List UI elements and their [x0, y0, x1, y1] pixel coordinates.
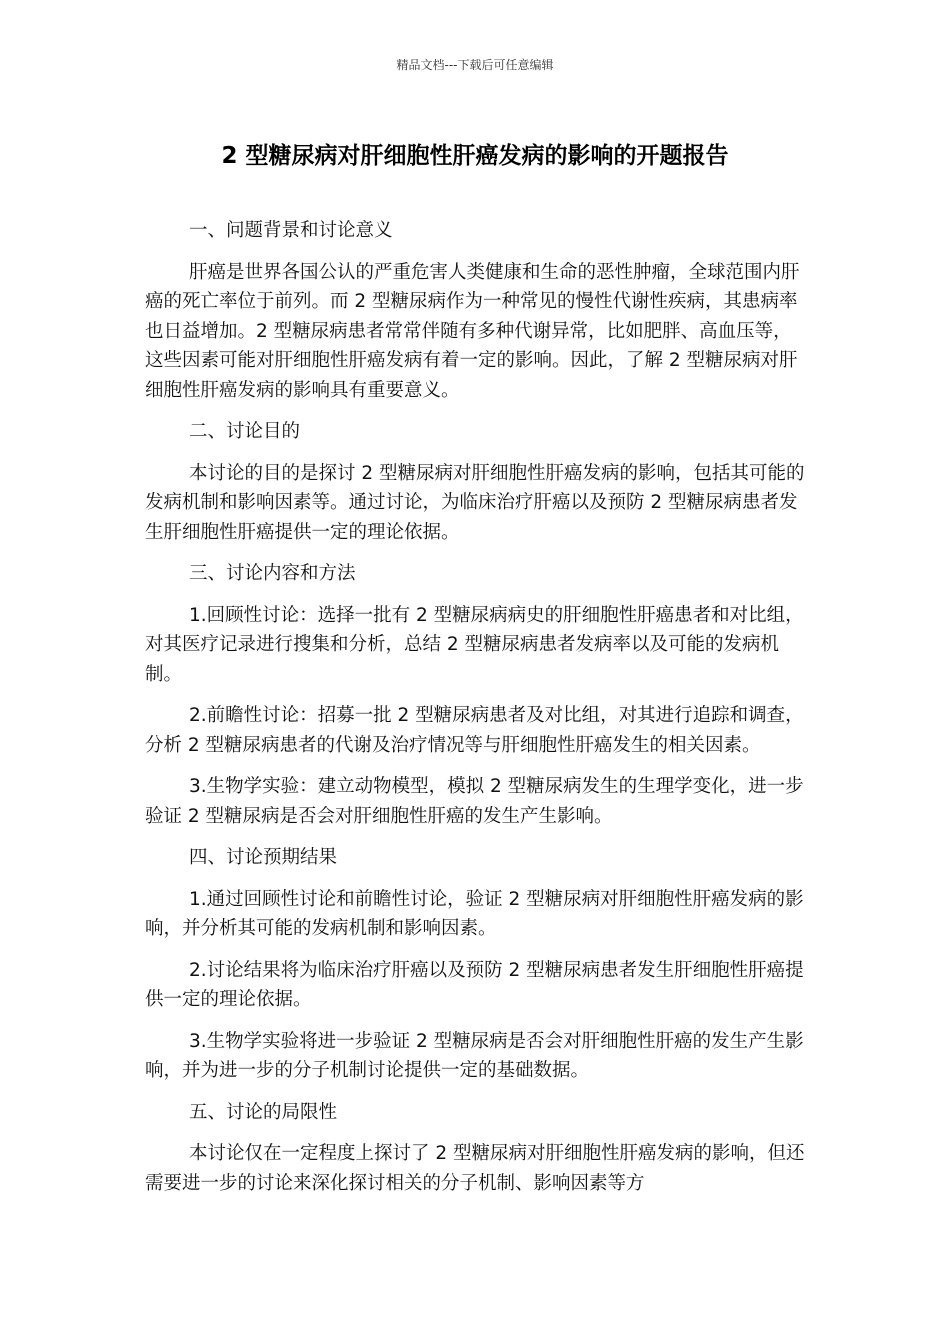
document-title: 2 型糖尿病对肝细胞性肝癌发病的影响的开题报告	[221, 143, 729, 169]
paragraph-methods-prospective: 2.前瞻性讨论：招募一批 2 型糖尿病患者及对比组，对其进行追踪和调查，分析 2 型糖尿病患者的代谢及治疗情况等与肝细胞性肝癌发生的相关因素。	[145, 705, 804, 756]
paragraph-expected-result-2: 2.讨论结果将为临床治疗肝癌以及预防 2 型糖尿病患者发生肝细胞性肝癌提供一定的理论依据。	[145, 959, 804, 1010]
paragraph-purpose: 本讨论的目的是探讨 2 型糖尿病对肝细胞性肝癌发病的影响，包括其可能的发病机制和影响因素等。通过讨论，为临床治疗肝癌以及预防 2 型糖尿病患者发生肝细胞性肝癌提供一定的理论依据。	[145, 462, 805, 543]
section-heading-background: 一、问题背景和讨论意义	[189, 220, 393, 241]
paragraph-limitations: 本讨论仅在一定程度上探讨了 2 型糖尿病对肝细胞性肝癌发病的影响，但还需要进一步的讨论来深化探讨相关的分子机制、影响因素等方	[145, 1143, 805, 1194]
paragraph-methods-retrospective: 1.回顾性讨论：选择一批有 2 型糖尿病病史的肝细胞性肝癌患者和对比组，对其医疗记录进行搜集和分析，总结 2 型糖尿病患者发病率以及可能的发病机制。	[145, 604, 804, 685]
paragraph-expected-result-1: 1.通过回顾性讨论和前瞻性讨论，验证 2 型糖尿病对肝细胞性肝癌发病的影响，并分析其可能的发病机制和影响因素。	[145, 888, 804, 939]
section-heading-purpose: 二、讨论目的	[189, 421, 301, 442]
section-heading-expected-results: 四、讨论预期结果	[189, 847, 338, 868]
paragraph-background: 肝癌是世界各国公认的严重危害人类健康和生命的恶性肿瘤，全球范围内肝癌的死亡率位于前列。而 2 型糖尿病作为一种常见的慢性代谢性疾病，其患病率也日益增加。2 型糖尿病患者常常伴随有多种代谢异常，比如肥胖、高血压等，这些因素可能对肝细胞性肝癌发病有着一定的影响。因此，了解 2 型糖尿病对肝细胞性肝癌发病的影响具有重要意义。	[145, 261, 800, 401]
paragraph-methods-biology: 3.生物学实验：建立动物模型，模拟 2 型糖尿病发生的生理学变化，进一步验证 2 型糖尿病是否会对肝细胞性肝癌的发生产生影响。	[145, 776, 804, 827]
document-body	[145, 216, 807, 1210]
section-heading-limitations: 五、讨论的局限性	[189, 1101, 338, 1123]
paragraph-expected-result-3: 3.生物学实验将进一步验证 2 型糖尿病是否会对肝细胞性肝癌的发生产生影响，并为进一步的分子机制讨论提供一定的基础数据。	[145, 1030, 804, 1081]
page-header: 精品文档---下载后可任意编辑	[396, 58, 554, 72]
section-heading-methods: 三、讨论内容和方法	[189, 563, 356, 584]
